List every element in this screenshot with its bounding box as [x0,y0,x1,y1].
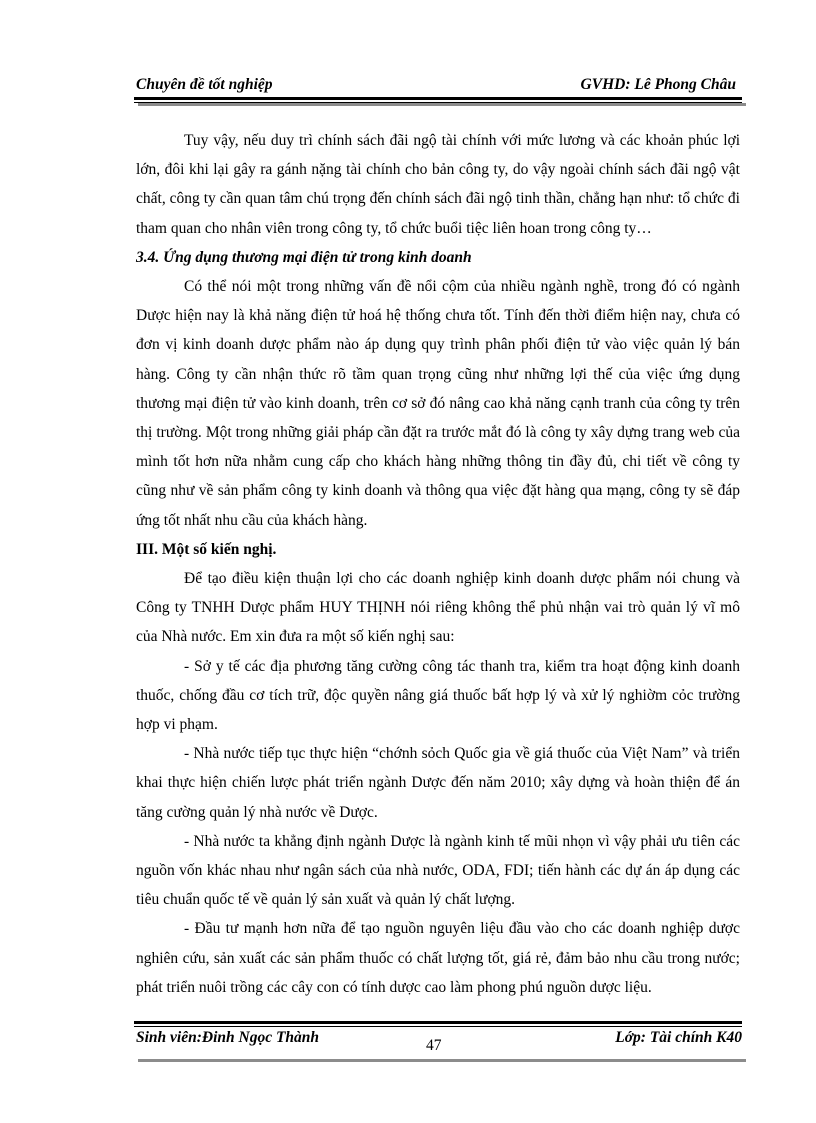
page-footer [134,1027,742,1057]
section-heading-III: III. Một số kiến nghị. [136,540,277,558]
footer-rule-thick [134,1021,742,1024]
page-number: 47 [426,1037,442,1054]
section-heading-3-4: 3.4. Ứng dụng thương mại điện tử trong kinh doanh [136,248,472,266]
footer-class: Lớp: Tài chính K40 [615,1029,742,1046]
header-shadow [138,103,746,106]
footer-student: Sinh viên:Đinh Ngọc Thành [136,1029,320,1046]
paragraph: - Nhà nước ta khẳng định ngành Dược là ngành kinh tế mũi nhọn vì vậy phải ưu tiên các nguồn vốn khác nhau như ngân sách của nhà nước, ODA, FDI; tiến hành các dự án áp dụng các tiêu chuẩn quốc tế về quản lý sản xuất và quản lý chất lượng. [136,832,740,909]
footer-shadow [138,1059,746,1062]
header-advisor: GVHD: Lê Phong Châu [580,76,736,93]
paragraph: Tuy vậy, nếu duy trì chính sách đãi ngộ tài chính với mức lương và các khoản phúc lợi lớn, đôi khi lại gây ra gánh nặng tài chính cho bản công ty, do vậy ngoài chính sách đãi ngộ vật chất, công ty cần quan tâm chú trọng đến chính sách đãi ngộ tinh thần, chẳng hạn như: tổ chức đi tham quan cho nhân viên trong công ty, tổ chức buổi tiệc liên hoan trong công ty… [136,132,740,237]
paragraph: - Nhà nước tiếp tục thực hiện “chớnh sỏch Quốc gia về giá thuốc của Việt Nam” và triển khai thực hiện chiến lược phát triển ngành Dược đến năm 2010; xây dựng và hoàn thiện để án tăng cường quản lý nhà nước về Dược. [136,745,740,821]
paragraph: Để tạo điều kiện thuận lợi cho các doanh nghiệp kinh doanh dược phẩm nói chung và Công ty TNHH Dược phẩm HUY THỊNH nói riêng không thể phủ nhận vai trò quản lý vĩ mô của Nhà nước. Em xin đưa ra một số kiến nghị sau: [136,570,740,646]
document-body [136,126,740,1002]
paragraph: Có thể nói một trong những vấn đề nổi cộm của nhiều ngành nghề, trong đó có ngành Dược hiện nay là khả năng điện tử hoá hệ thống chưa tốt. Tính đến thời điểm hiện nay, chưa có đơn vị kinh doanh dược phẩm nào áp dụng quy trình phân phối điện tử vào việc quản lý bán hàng. Công ty cần nhận thức rõ tầm quan trọng cũng như những lợi thế của việc ứng dụng thương mại điện tử vào kinh doanh, trên cơ sở đó nâng cao khả năng cạnh tranh của công ty trên thị trường. Một trong những giải pháp cần đặt ra trước mắt đó là công ty xây dựng trang web của mình tốt hơn nữa nhằm cung cấp cho khách hàng những thông tin đầy đủ, chi tiết về công ty cũng như về sản phẩm công ty kinh doanh và thông qua việc đặt hàng qua mạng, công ty sẽ đáp ứng tốt nhất nhu cầu của khách hàng. [136,278,740,529]
paragraph: - Sở y tế các địa phương tăng cường công tác thanh tra, kiểm tra hoạt động kinh doanh thuốc, chống đầu cơ tích trữ, độc quyền nâng giá thuốc bất hợp lý và xử lý nghiờm cỏc trường hợp vi phạm. [136,657,740,734]
header-title: Chuyên đề tốt nghiệp [136,76,273,93]
paragraph: - Đầu tư mạnh hơn nữa để tạo nguồn nguyên liệu đầu vào cho các doanh nghiệp dược nghiên cứu, sản xuất các sản phẩm thuốc có chất lượng tốt, giá rẻ, đảm bảo nhu cầu trong nước; phát triển nuôi trồng các cây con có tính dược cao làm phong phú nguồn dược liệu. [136,920,740,996]
header-rule-thick [134,97,742,100]
